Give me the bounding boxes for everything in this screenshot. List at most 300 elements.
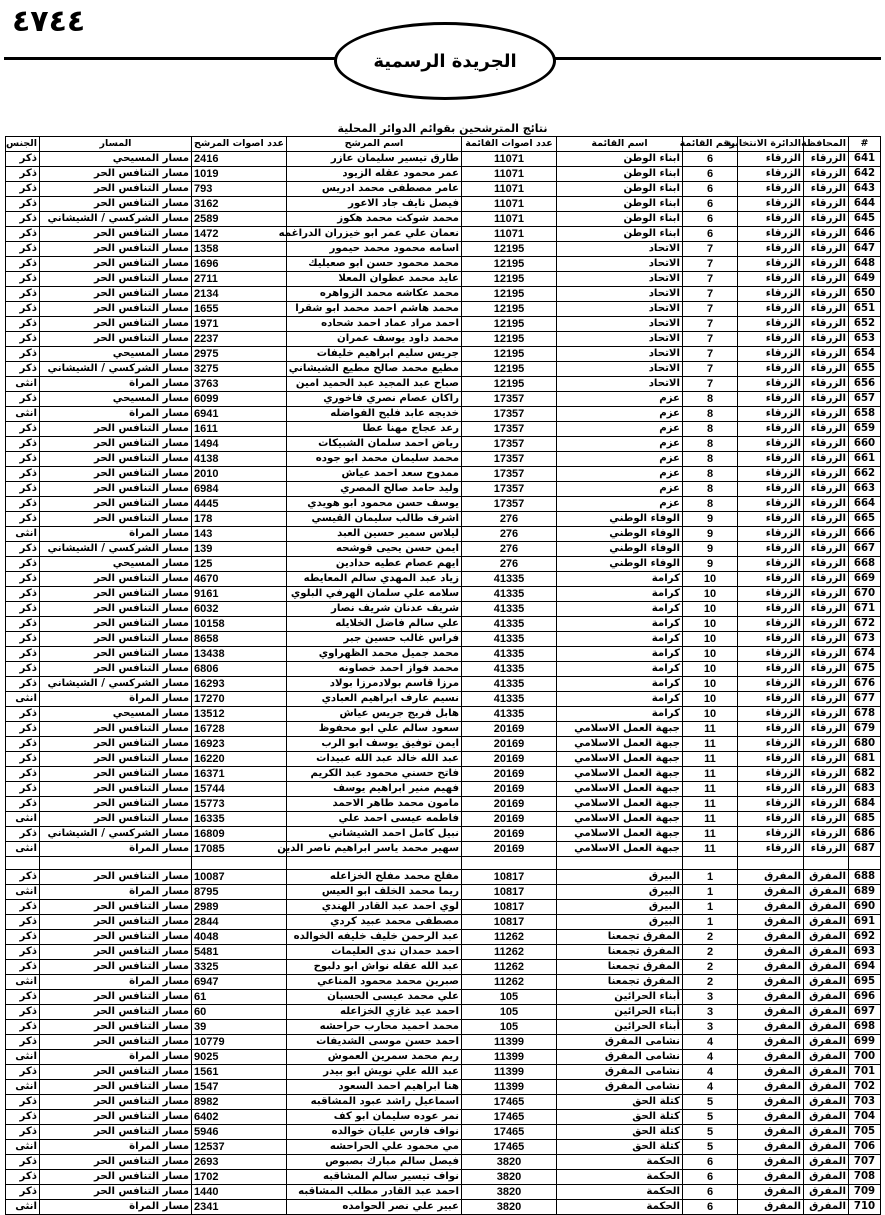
track-cell: مسار الشركسي / الشيشاني: [40, 677, 192, 692]
list-number-cell: 1: [683, 900, 738, 915]
candidate-votes-cell: 3162: [192, 197, 287, 212]
list-votes-cell: 11071: [462, 212, 557, 227]
list-votes-cell: 276: [462, 527, 557, 542]
candidate-votes-cell: 16728: [192, 722, 287, 737]
table-row: [6, 1005, 881, 1020]
list-number-cell: 10: [683, 587, 738, 602]
list-name-cell: كرامة: [557, 677, 683, 692]
row-index-cell: 655: [849, 362, 881, 377]
row-index-cell: 700: [849, 1050, 881, 1065]
list-number-cell: 7: [683, 347, 738, 362]
district-cell: المفرق: [738, 885, 804, 900]
gender-cell: ذكر: [6, 915, 40, 930]
candidate-votes-cell: 1611: [192, 422, 287, 437]
list-votes-cell: 12195: [462, 257, 557, 272]
table-row: [6, 482, 881, 497]
governorate-cell: المفرق: [804, 975, 849, 990]
candidate-votes-cell: 8658: [192, 632, 287, 647]
list-name-cell: عزم: [557, 452, 683, 467]
list-name-cell: الوفاء الوطني: [557, 542, 683, 557]
row-index-cell: 705: [849, 1125, 881, 1140]
track-cell: مسار التنافس الحر: [40, 1065, 192, 1080]
candidate-name-cell: رياض احمد سلمان الشبيكات: [287, 437, 462, 452]
row-index-cell: 682: [849, 767, 881, 782]
track-cell: مسار المراة: [40, 1200, 192, 1215]
list-name-cell: كرامة: [557, 632, 683, 647]
district-cell: المفرق: [738, 1170, 804, 1185]
list-name-cell: الحكمة: [557, 1155, 683, 1170]
district-cell: الزرقاء: [738, 737, 804, 752]
table-row: [6, 542, 881, 557]
district-cell: الزرقاء: [738, 467, 804, 482]
row-index-cell: 689: [849, 885, 881, 900]
governorate-cell: الزرقاء: [804, 362, 849, 377]
governorate-cell: الزرقاء: [804, 167, 849, 182]
gazette-title-oval: [334, 22, 556, 100]
candidate-votes-cell: 39: [192, 1020, 287, 1035]
list-name-cell: المفرق تجمعنا: [557, 975, 683, 990]
governorate-cell: المفرق: [804, 1020, 849, 1035]
row-index-cell: 649: [849, 272, 881, 287]
list-number-cell: 7: [683, 377, 738, 392]
district-cell: المفرق: [738, 1185, 804, 1200]
candidate-votes-cell: 2693: [192, 1155, 287, 1170]
governorate-cell: الزرقاء: [804, 617, 849, 632]
governorate-cell: المفرق: [804, 915, 849, 930]
district-cell: المفرق: [738, 1200, 804, 1215]
table-row: [6, 572, 881, 587]
results-table: [5, 136, 881, 1215]
row-index-cell: 676: [849, 677, 881, 692]
track-cell: مسار المراة: [40, 377, 192, 392]
track-cell: مسار التنافس الحر: [40, 467, 192, 482]
track-cell: مسار التنافس الحر: [40, 1080, 192, 1095]
list-votes-cell: 20169: [462, 752, 557, 767]
list-name-cell: نشامى المفرق: [557, 1050, 683, 1065]
list-votes-cell: 41335: [462, 587, 557, 602]
track-cell: مسار التنافس الحر: [40, 1125, 192, 1140]
list-number-cell: 7: [683, 257, 738, 272]
list-number-cell: 11: [683, 737, 738, 752]
candidate-name-cell: محمد شوكت محمد هكوز: [287, 212, 462, 227]
table-row: [6, 392, 881, 407]
list-votes-cell: 17465: [462, 1140, 557, 1155]
candidate-name-cell: سعود سالم علي ابو محفوظ: [287, 722, 462, 737]
list-name-cell: جبهة العمل الاسلامي: [557, 797, 683, 812]
list-number-cell: 6: [683, 212, 738, 227]
track-cell: مسار الشركسي / الشيشاني: [40, 542, 192, 557]
track-cell: مسار التنافس الحر: [40, 930, 192, 945]
district-cell: الزرقاء: [738, 167, 804, 182]
list-number-cell: 11: [683, 827, 738, 842]
list-name-cell: كرامة: [557, 587, 683, 602]
list-votes-cell: 11262: [462, 960, 557, 975]
row-index-cell: 678: [849, 707, 881, 722]
candidate-name-cell: ايهم عصام عطيه حدادين: [287, 557, 462, 572]
table-row: [6, 797, 881, 812]
table-row: [6, 347, 881, 362]
table-header-row: [6, 137, 881, 152]
row-index-cell: 662: [849, 467, 881, 482]
district-cell: الزرقاء: [738, 812, 804, 827]
gender-cell: ذكر: [6, 467, 40, 482]
list-name-cell: عزم: [557, 467, 683, 482]
list-name-cell: نشامى المفرق: [557, 1080, 683, 1095]
table-row: [6, 1080, 881, 1095]
track-cell: مسار التنافس الحر: [40, 870, 192, 885]
candidate-votes-cell: 6984: [192, 482, 287, 497]
list-name-cell: المفرق تجمعنا: [557, 930, 683, 945]
district-cell: المفرق: [738, 1140, 804, 1155]
candidate-votes-cell: 2416: [192, 152, 287, 167]
candidate-votes-cell: 2975: [192, 347, 287, 362]
track-cell: مسار التنافس الحر: [40, 632, 192, 647]
candidate-name-cell: خديجه عابد فليح الفواضله: [287, 407, 462, 422]
table-row: [6, 752, 881, 767]
gender-cell: انثى: [6, 1080, 40, 1095]
track-cell: مسار التنافس الحر: [40, 960, 192, 975]
track-cell: مسار التنافس الحر: [40, 782, 192, 797]
gender-cell: ذكر: [6, 1125, 40, 1140]
district-cell: الزرقاء: [738, 317, 804, 332]
row-index-cell: 681: [849, 752, 881, 767]
district-cell: الزرقاء: [738, 302, 804, 317]
track-cell: مسار التنافس الحر: [40, 437, 192, 452]
list-number-cell: 5: [683, 1110, 738, 1125]
track-cell: مسار التنافس الحر: [40, 272, 192, 287]
row-index-cell: 670: [849, 587, 881, 602]
governorate-cell: الزرقاء: [804, 542, 849, 557]
row-index-cell: 656: [849, 377, 881, 392]
candidate-votes-cell: 178: [192, 512, 287, 527]
candidate-name-cell: عبد الرحمن خليف خليفه الخوالده: [287, 930, 462, 945]
track-cell: [40, 857, 192, 870]
candidate-votes-cell: 17270: [192, 692, 287, 707]
candidate-votes-cell: 6947: [192, 975, 287, 990]
district-cell: الزرقاء: [738, 272, 804, 287]
candidate-name-cell: محمد فواز احمد خصاونه: [287, 662, 462, 677]
row-index-cell: 679: [849, 722, 881, 737]
governorate-cell: الزرقاء: [804, 242, 849, 257]
list-number-cell: 6: [683, 1170, 738, 1185]
candidate-votes-cell: 1696: [192, 257, 287, 272]
list-name-cell: الاتحاد: [557, 287, 683, 302]
row-index-cell: [849, 857, 881, 870]
list-votes-cell: 12195: [462, 332, 557, 347]
candidate-votes-cell: 1358: [192, 242, 287, 257]
track-cell: مسار التنافس الحر: [40, 945, 192, 960]
table-row: [6, 437, 881, 452]
candidate-name-cell: علي محمد عيسى الحسبان: [287, 990, 462, 1005]
table-row: [6, 602, 881, 617]
gender-cell: ذكر: [6, 287, 40, 302]
list-votes-cell: 12195: [462, 272, 557, 287]
table-row: [6, 422, 881, 437]
track-cell: مسار المسيحي: [40, 347, 192, 362]
governorate-cell: المفرق: [804, 1095, 849, 1110]
list-votes-cell: 17357: [462, 482, 557, 497]
candidate-name-cell: سهير محمد ياسر ابراهيم ناصر الدين: [287, 842, 462, 857]
gender-cell: انثى: [6, 692, 40, 707]
candidate-votes-cell: 793: [192, 182, 287, 197]
gender-cell: ذكر: [6, 272, 40, 287]
candidate-name-cell: ريم محمد سمرين العموش: [287, 1050, 462, 1065]
table-row: [6, 1125, 881, 1140]
list-name-cell: كرامة: [557, 602, 683, 617]
row-index-cell: 658: [849, 407, 881, 422]
list-number-cell: 5: [683, 1125, 738, 1140]
track-cell: مسار التنافس الحر: [40, 512, 192, 527]
list-number-cell: 10: [683, 677, 738, 692]
table-row: [6, 707, 881, 722]
candidate-name-cell: لوي احمد عبد القادر الهندي: [287, 900, 462, 915]
list-name-cell: الاتحاد: [557, 347, 683, 362]
gender-cell: ذكر: [6, 392, 40, 407]
list-number-cell: 7: [683, 362, 738, 377]
candidate-votes-cell: 6941: [192, 407, 287, 422]
row-index-cell: 708: [849, 1170, 881, 1185]
district-cell: الزرقاء: [738, 362, 804, 377]
track-cell: مسار الشركسي / الشيشاني: [40, 212, 192, 227]
table-row: [6, 960, 881, 975]
list-number-cell: 8: [683, 497, 738, 512]
table-row: [6, 767, 881, 782]
candidate-name-cell: احمد عيد غازي الخزاعله: [287, 1005, 462, 1020]
gender-cell: ذكر: [6, 227, 40, 242]
candidate-votes-cell: 3325: [192, 960, 287, 975]
row-index-cell: 703: [849, 1095, 881, 1110]
table-row: [6, 272, 881, 287]
district-cell: الزرقاء: [738, 182, 804, 197]
list-number-cell: 2: [683, 975, 738, 990]
district-cell: الزرقاء: [738, 782, 804, 797]
track-cell: مسار الشركسي / الشيشاني: [40, 362, 192, 377]
table-row: [6, 317, 881, 332]
list-name-cell: جبهة العمل الاسلامي: [557, 827, 683, 842]
list-name-cell: أبناء الحرائين: [557, 990, 683, 1005]
list-votes-cell: 12195: [462, 287, 557, 302]
candidate-votes-cell: 16293: [192, 677, 287, 692]
gender-cell: انثى: [6, 377, 40, 392]
gender-cell: ذكر: [6, 1170, 40, 1185]
candidate-name-cell: هنا ابراهيم احمد السعود: [287, 1080, 462, 1095]
table-row: [6, 662, 881, 677]
list-votes-cell: 17357: [462, 407, 557, 422]
gender-cell: انثى: [6, 1140, 40, 1155]
list-votes-cell: 3820: [462, 1155, 557, 1170]
list-number-cell: 1: [683, 870, 738, 885]
candidate-votes-cell: 61: [192, 990, 287, 1005]
row-index-cell: 684: [849, 797, 881, 812]
district-cell: الزرقاء: [738, 632, 804, 647]
list-votes-cell: 41335: [462, 572, 557, 587]
district-cell: الزرقاء: [738, 557, 804, 572]
candidate-votes-cell: 4670: [192, 572, 287, 587]
list-number-cell: 10: [683, 617, 738, 632]
district-cell: الزرقاء: [738, 677, 804, 692]
governorate-cell: الزرقاء: [804, 797, 849, 812]
list-votes-cell: 41335: [462, 707, 557, 722]
gender-cell: ذكر: [6, 1035, 40, 1050]
governorate-cell: الزرقاء: [804, 287, 849, 302]
list-number-cell: 1: [683, 915, 738, 930]
list-name-cell: عزم: [557, 392, 683, 407]
list-number-cell: 8: [683, 452, 738, 467]
district-cell: الزرقاء: [738, 617, 804, 632]
candidate-name-cell: نسيم عارف ابراهيم العبادي: [287, 692, 462, 707]
district-cell: المفرق: [738, 1005, 804, 1020]
list-name-cell: الوفاء الوطني: [557, 512, 683, 527]
list-name-cell: كرامة: [557, 617, 683, 632]
row-index-cell: 642: [849, 167, 881, 182]
candidate-votes-cell: 3275: [192, 362, 287, 377]
list-name-cell: الوفاء الوطني: [557, 557, 683, 572]
gender-cell: ذكر: [6, 362, 40, 377]
district-cell: المفرق: [738, 1050, 804, 1065]
list-name-cell: الاتحاد: [557, 272, 683, 287]
governorate-cell: المفرق: [804, 1155, 849, 1170]
candidate-votes-cell: 1655: [192, 302, 287, 317]
list-votes-cell: 41335: [462, 647, 557, 662]
list-name-cell: الحكمة: [557, 1170, 683, 1185]
table-row: [6, 1155, 881, 1170]
track-cell: مسار التنافس الحر: [40, 1020, 192, 1035]
candidate-name-cell: طارق تيسير سليمان عازر: [287, 152, 462, 167]
row-index-cell: 644: [849, 197, 881, 212]
row-index-cell: 701: [849, 1065, 881, 1080]
candidate-name-cell: هابل فريج جريس عياش: [287, 707, 462, 722]
gender-cell: ذكر: [6, 152, 40, 167]
candidate-votes-cell: 4445: [192, 497, 287, 512]
track-cell: مسار التنافس الحر: [40, 647, 192, 662]
governorate-cell: الزرقاء: [804, 272, 849, 287]
list-name-cell: الاتحاد: [557, 377, 683, 392]
list-name-cell: [557, 857, 683, 870]
governorate-cell: الزرقاء: [804, 467, 849, 482]
candidate-name-cell: ليلاس سمير حسين العبد: [287, 527, 462, 542]
governorate-cell: الزرقاء: [804, 692, 849, 707]
governorate-cell: الزرقاء: [804, 317, 849, 332]
candidate-votes-cell: 60: [192, 1005, 287, 1020]
list-number-cell: 10: [683, 647, 738, 662]
candidate-name-cell: شريف عدنان شريف نصار: [287, 602, 462, 617]
district-cell: المفرق: [738, 1035, 804, 1050]
row-index-cell: 688: [849, 870, 881, 885]
table-row: [6, 737, 881, 752]
row-index-cell: 693: [849, 945, 881, 960]
governorate-cell: الزرقاء: [804, 452, 849, 467]
list-name-cell: الاتحاد: [557, 242, 683, 257]
gender-cell: ذكر: [6, 737, 40, 752]
track-cell: مسار التنافس الحر: [40, 1005, 192, 1020]
gender-cell: ذكر: [6, 587, 40, 602]
list-name-cell: عزم: [557, 437, 683, 452]
district-cell: الزرقاء: [738, 452, 804, 467]
candidate-votes-cell: 16335: [192, 812, 287, 827]
row-index-cell: 686: [849, 827, 881, 842]
list-number-cell: 7: [683, 332, 738, 347]
governorate-cell: المفرق: [804, 960, 849, 975]
list-votes-cell: 17357: [462, 422, 557, 437]
list-number-cell: 4: [683, 1050, 738, 1065]
row-index-cell: 647: [849, 242, 881, 257]
track-cell: مسار المراة: [40, 842, 192, 857]
list-votes-cell: 105: [462, 990, 557, 1005]
track-cell: مسار التنافس الحر: [40, 572, 192, 587]
header-candidate-name: اسم المرشح: [287, 137, 462, 152]
list-votes-cell: 11071: [462, 182, 557, 197]
governorate-cell: الزرقاء: [804, 152, 849, 167]
governorate-cell: الزرقاء: [804, 647, 849, 662]
row-index-cell: 651: [849, 302, 881, 317]
candidate-votes-cell: 15744: [192, 782, 287, 797]
list-name-cell: البيرق: [557, 915, 683, 930]
list-name-cell: كتلة الحق: [557, 1140, 683, 1155]
candidate-name-cell: فيصل سالم مبارك بصبوص: [287, 1155, 462, 1170]
table-row: [6, 287, 881, 302]
candidate-votes-cell: 1019: [192, 167, 287, 182]
governorate-cell: الزرقاء: [804, 572, 849, 587]
candidate-name-cell: فهيم منير ابراهيم يوسف: [287, 782, 462, 797]
table-row: [6, 1200, 881, 1215]
track-cell: مسار المراة: [40, 1050, 192, 1065]
gender-cell: ذكر: [6, 767, 40, 782]
list-name-cell: جبهة العمل الاسلامي: [557, 782, 683, 797]
list-votes-cell: 17357: [462, 437, 557, 452]
table-row: [6, 692, 881, 707]
candidate-name-cell: صباح عبد المجيد عبد الحميد امين: [287, 377, 462, 392]
table-row: [6, 302, 881, 317]
district-cell: المفرق: [738, 975, 804, 990]
row-index-cell: 680: [849, 737, 881, 752]
header-district: الدائرة الانتخابية: [738, 137, 804, 152]
list-name-cell: الاتحاد: [557, 332, 683, 347]
district-cell: الزرقاء: [738, 497, 804, 512]
district-cell: الزرقاء: [738, 512, 804, 527]
candidate-votes-cell: [192, 857, 287, 870]
candidate-votes-cell: 5481: [192, 945, 287, 960]
track-cell: مسار المراة: [40, 975, 192, 990]
row-index-cell: 685: [849, 812, 881, 827]
list-votes-cell: 12195: [462, 302, 557, 317]
district-cell: الزرقاء: [738, 707, 804, 722]
row-index-cell: 671: [849, 602, 881, 617]
candidate-votes-cell: 2134: [192, 287, 287, 302]
row-index-cell: 648: [849, 257, 881, 272]
list-number-cell: 10: [683, 572, 738, 587]
gender-cell: ذكر: [6, 990, 40, 1005]
candidate-name-cell: نبيل كامل احمد الشيشاني: [287, 827, 462, 842]
candidate-name-cell: سلامه علي سلمان الهرفي البلوي: [287, 587, 462, 602]
governorate-cell: المفرق: [804, 885, 849, 900]
list-number-cell: 11: [683, 782, 738, 797]
district-cell: المفرق: [738, 915, 804, 930]
candidate-votes-cell: 12537: [192, 1140, 287, 1155]
list-number-cell: 11: [683, 812, 738, 827]
list-name-cell: نشامى المفرق: [557, 1035, 683, 1050]
candidate-name-cell: محمد محمود حسن ابو صعيليك: [287, 257, 462, 272]
list-number-cell: 11: [683, 842, 738, 857]
track-cell: مسار التنافس الحر: [40, 197, 192, 212]
gender-cell: ذكر: [6, 212, 40, 227]
list-name-cell: أبناء الحرائين: [557, 1005, 683, 1020]
candidate-name-cell: فيصل نايف جاد الاعور: [287, 197, 462, 212]
gender-cell: ذكر: [6, 1005, 40, 1020]
candidate-name-cell: [287, 857, 462, 870]
list-number-cell: 6: [683, 1155, 738, 1170]
track-cell: مسار المسيحي: [40, 392, 192, 407]
list-number-cell: 6: [683, 182, 738, 197]
